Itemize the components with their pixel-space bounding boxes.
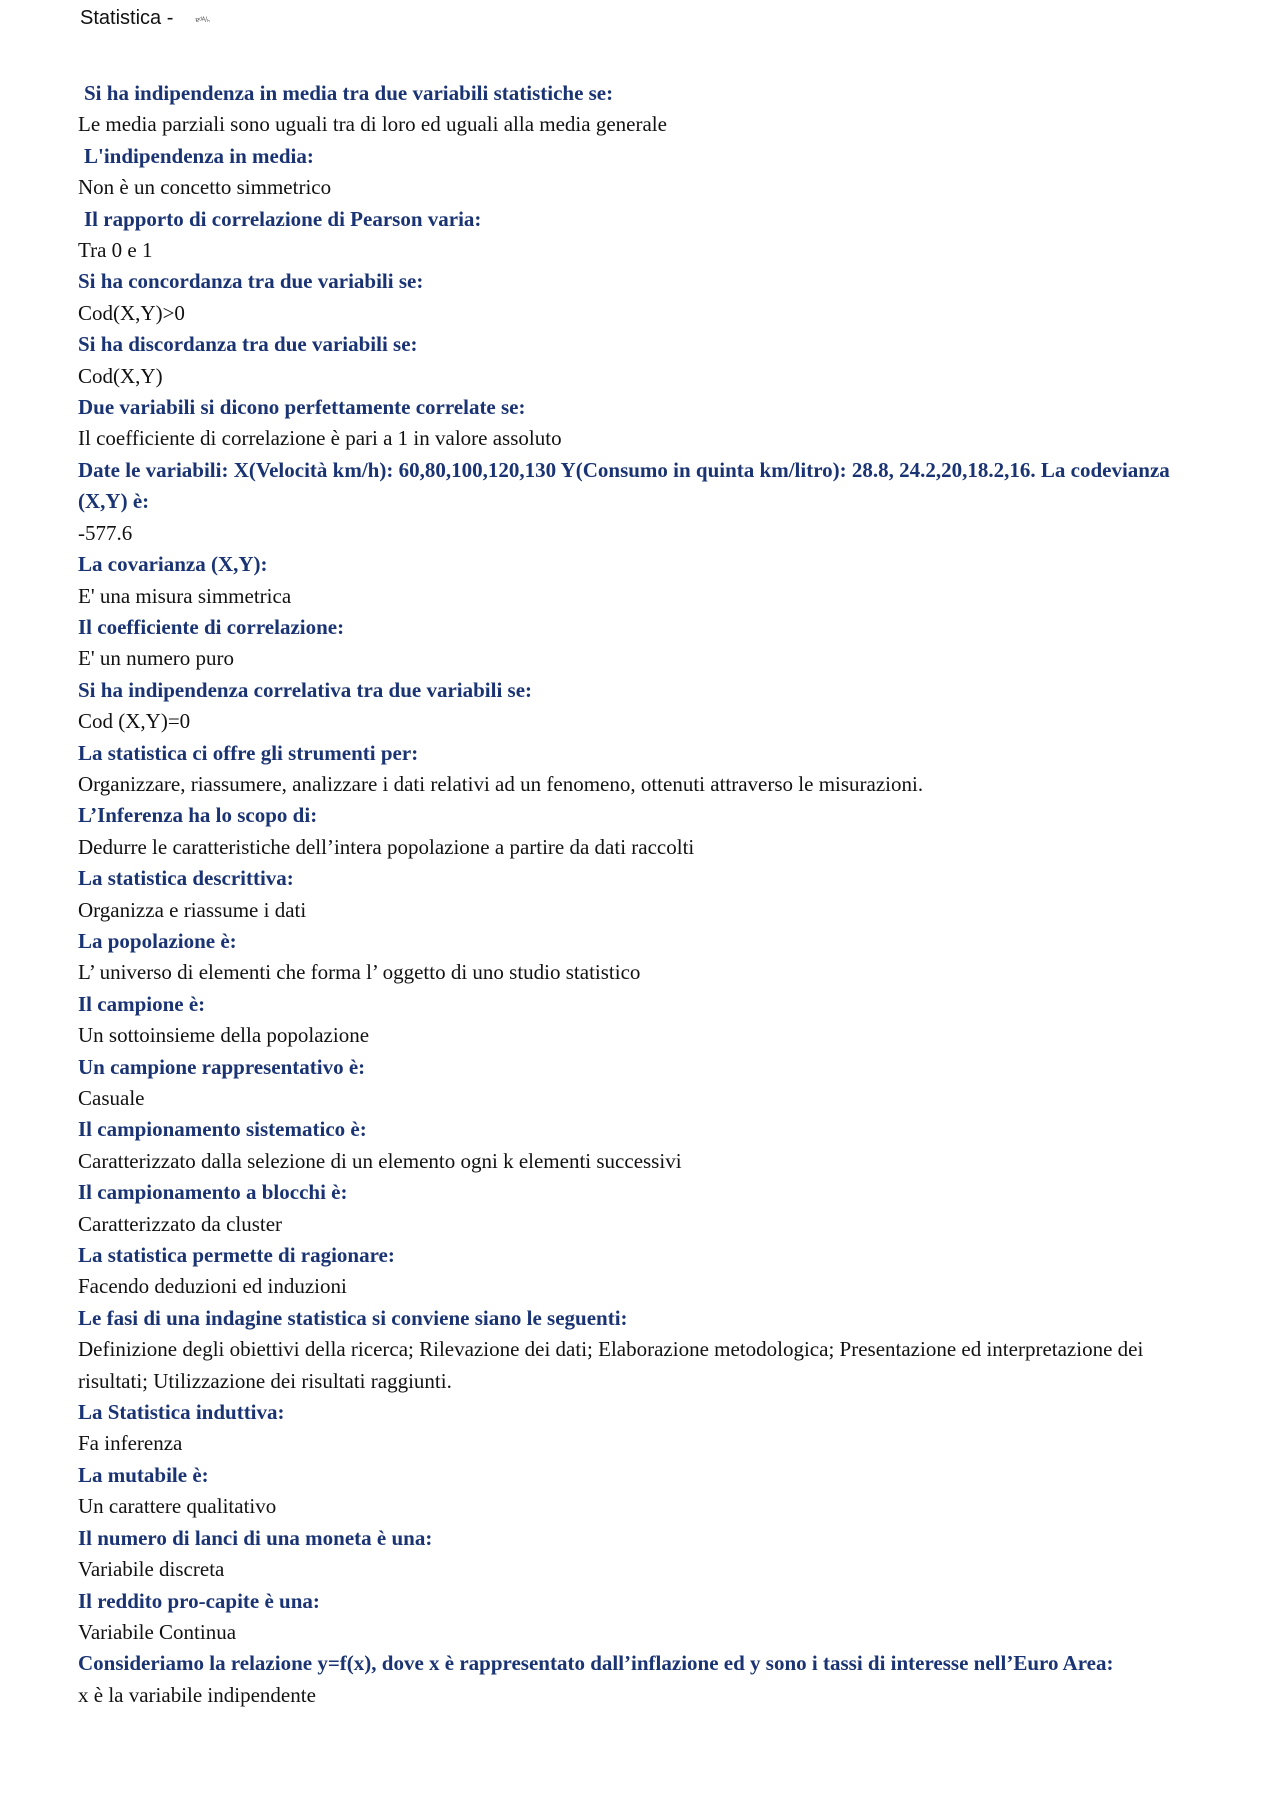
answer: Un carattere qualitativo (78, 1494, 277, 1519)
qa-item (78, 549, 1208, 612)
question: La popolazione è: (78, 928, 237, 953)
answer: Le media parziali sono uguali tra di loro ed uguali alla media generale (78, 112, 667, 137)
question: La mutabile è: (78, 1462, 209, 1487)
answer: Il coefficiente di correlazione è pari a 1 in valore assoluto (78, 426, 562, 451)
question: Si ha concordanza tra due variabili se: (78, 269, 424, 294)
question: La statistica ci offre gli strumenti per: (78, 740, 419, 765)
qa-item (78, 1114, 1208, 1177)
answer: Variabile Continua (78, 1619, 237, 1644)
qa-item (78, 863, 1208, 926)
question: Date le variabili: X(Velocità km/h): 60,80,100,120,130 Y(Consumo in quinta km/litro): 28.8, 24.2,20,18.2,16. La codevianza (X,Y) è: (78, 457, 1170, 514)
question: La covarianza (X,Y): (78, 552, 268, 577)
answer: Cod(X,Y) (78, 363, 163, 388)
answer: Caratterizzato da cluster (78, 1211, 283, 1236)
question: Il campionamento sistematico è: (78, 1117, 367, 1142)
qa-item (78, 266, 1208, 329)
answer: E' un numero puro (78, 646, 235, 671)
answer: Casuale (78, 1086, 145, 1110)
qa-item (78, 1177, 1208, 1240)
qa-item (78, 612, 1208, 675)
answer: Non è un concetto simmetrico (78, 175, 332, 200)
question: Due variabili si dicono perfettamente correlate se: (78, 395, 526, 420)
answer: Caratterizzato dalla selezione di un elemento ogni k elementi successivi (78, 1148, 682, 1173)
question: L’Inferenza ha lo scopo di: (78, 803, 318, 828)
answer: Organizza e riassume i dati (78, 897, 307, 922)
qa-item (78, 926, 1208, 989)
question: L'indipendenza in media: (84, 143, 314, 168)
qa-item (78, 1460, 1208, 1523)
answer: Cod (X,Y)=0 (78, 709, 191, 734)
question: Le fasi di una indagine statistica si conviene siano le seguenti: (78, 1305, 628, 1330)
question: Il rapporto di correlazione di Pearson varia: (84, 206, 482, 231)
qa-item (78, 204, 1208, 267)
page-header (80, 4, 210, 32)
qa-item (78, 989, 1208, 1052)
qa-item (78, 329, 1208, 392)
answer: Organizzare, riassumere, analizzare i dati relativi ad un fenomeno, ottenuti attraverso le misurazioni. (78, 771, 924, 796)
question: Si ha indipendenza in media tra due variabili statistiche se: (84, 81, 614, 105)
qa-item (78, 1052, 1208, 1115)
qa-item (78, 1648, 1208, 1711)
question: Il coefficiente di correlazione: (78, 614, 345, 639)
qa-item (78, 1397, 1208, 1460)
answer: L’ universo di elementi che forma l’ oggetto di uno studio statistico (78, 960, 641, 985)
qa-item (78, 1303, 1208, 1397)
answer: Facendo deduzioni ed induzioni (78, 1274, 347, 1299)
qa-item (78, 455, 1208, 549)
answer: Un sottoinsieme della popolazione (78, 1023, 370, 1048)
qa-item (78, 800, 1208, 863)
question: Consideriamo la relazione y=f(x), dove x è rappresentato dall’inflazione ed y sono i tassi di interesse nell’Euro Area: (78, 1651, 1114, 1676)
question: Il campione è: (78, 991, 206, 1016)
answer: Definizione degli obiettivi della ricerca; Rilevazione dei dati; Elaborazione metodologica; Presentazione ed interpretazione dei risultati; Utilizzazione dei risultati raggiunti. (78, 1337, 1144, 1393)
answer: Dedurre le caratteristiche dell’intera popolazione a partire da dati raccolti (78, 834, 695, 859)
qa-item (78, 1586, 1208, 1649)
question: Si ha discordanza tra due variabili se: (78, 332, 418, 357)
answer: -577.6 (78, 520, 133, 545)
qa-item (78, 392, 1208, 455)
qa-item (78, 1523, 1208, 1586)
qa-item (78, 738, 1208, 801)
qa-list (78, 78, 1208, 1711)
answer: Cod(X,Y)>0 (78, 300, 185, 325)
question: Il campionamento a blocchi è: (78, 1180, 348, 1205)
answer: x è la variabile indipendente (78, 1682, 316, 1707)
question: Il reddito pro-capite è una: (78, 1588, 320, 1613)
answer: E' una misura simmetrica (78, 583, 292, 608)
answer: Tra 0 e 1 (78, 238, 153, 263)
header-mark: ɐᵈᴬ/ₕ (195, 17, 210, 24)
answer: Variabile discreta (78, 1557, 225, 1582)
answer: Fa inferenza (78, 1431, 183, 1456)
document-title: Statistica - (80, 6, 174, 29)
question: Un campione rappresentativo è: (78, 1054, 366, 1079)
qa-item (78, 78, 1208, 141)
qa-item (78, 1240, 1208, 1303)
qa-item (78, 141, 1208, 204)
qa-item (78, 675, 1208, 738)
question: Il numero di lanci di una moneta è una: (78, 1525, 433, 1550)
question: Si ha indipendenza correlativa tra due variabili se: (78, 677, 533, 702)
question: La Statistica induttiva: (78, 1400, 285, 1425)
question: La statistica permette di ragionare: (78, 1243, 395, 1268)
question: La statistica descrittiva: (78, 866, 294, 891)
